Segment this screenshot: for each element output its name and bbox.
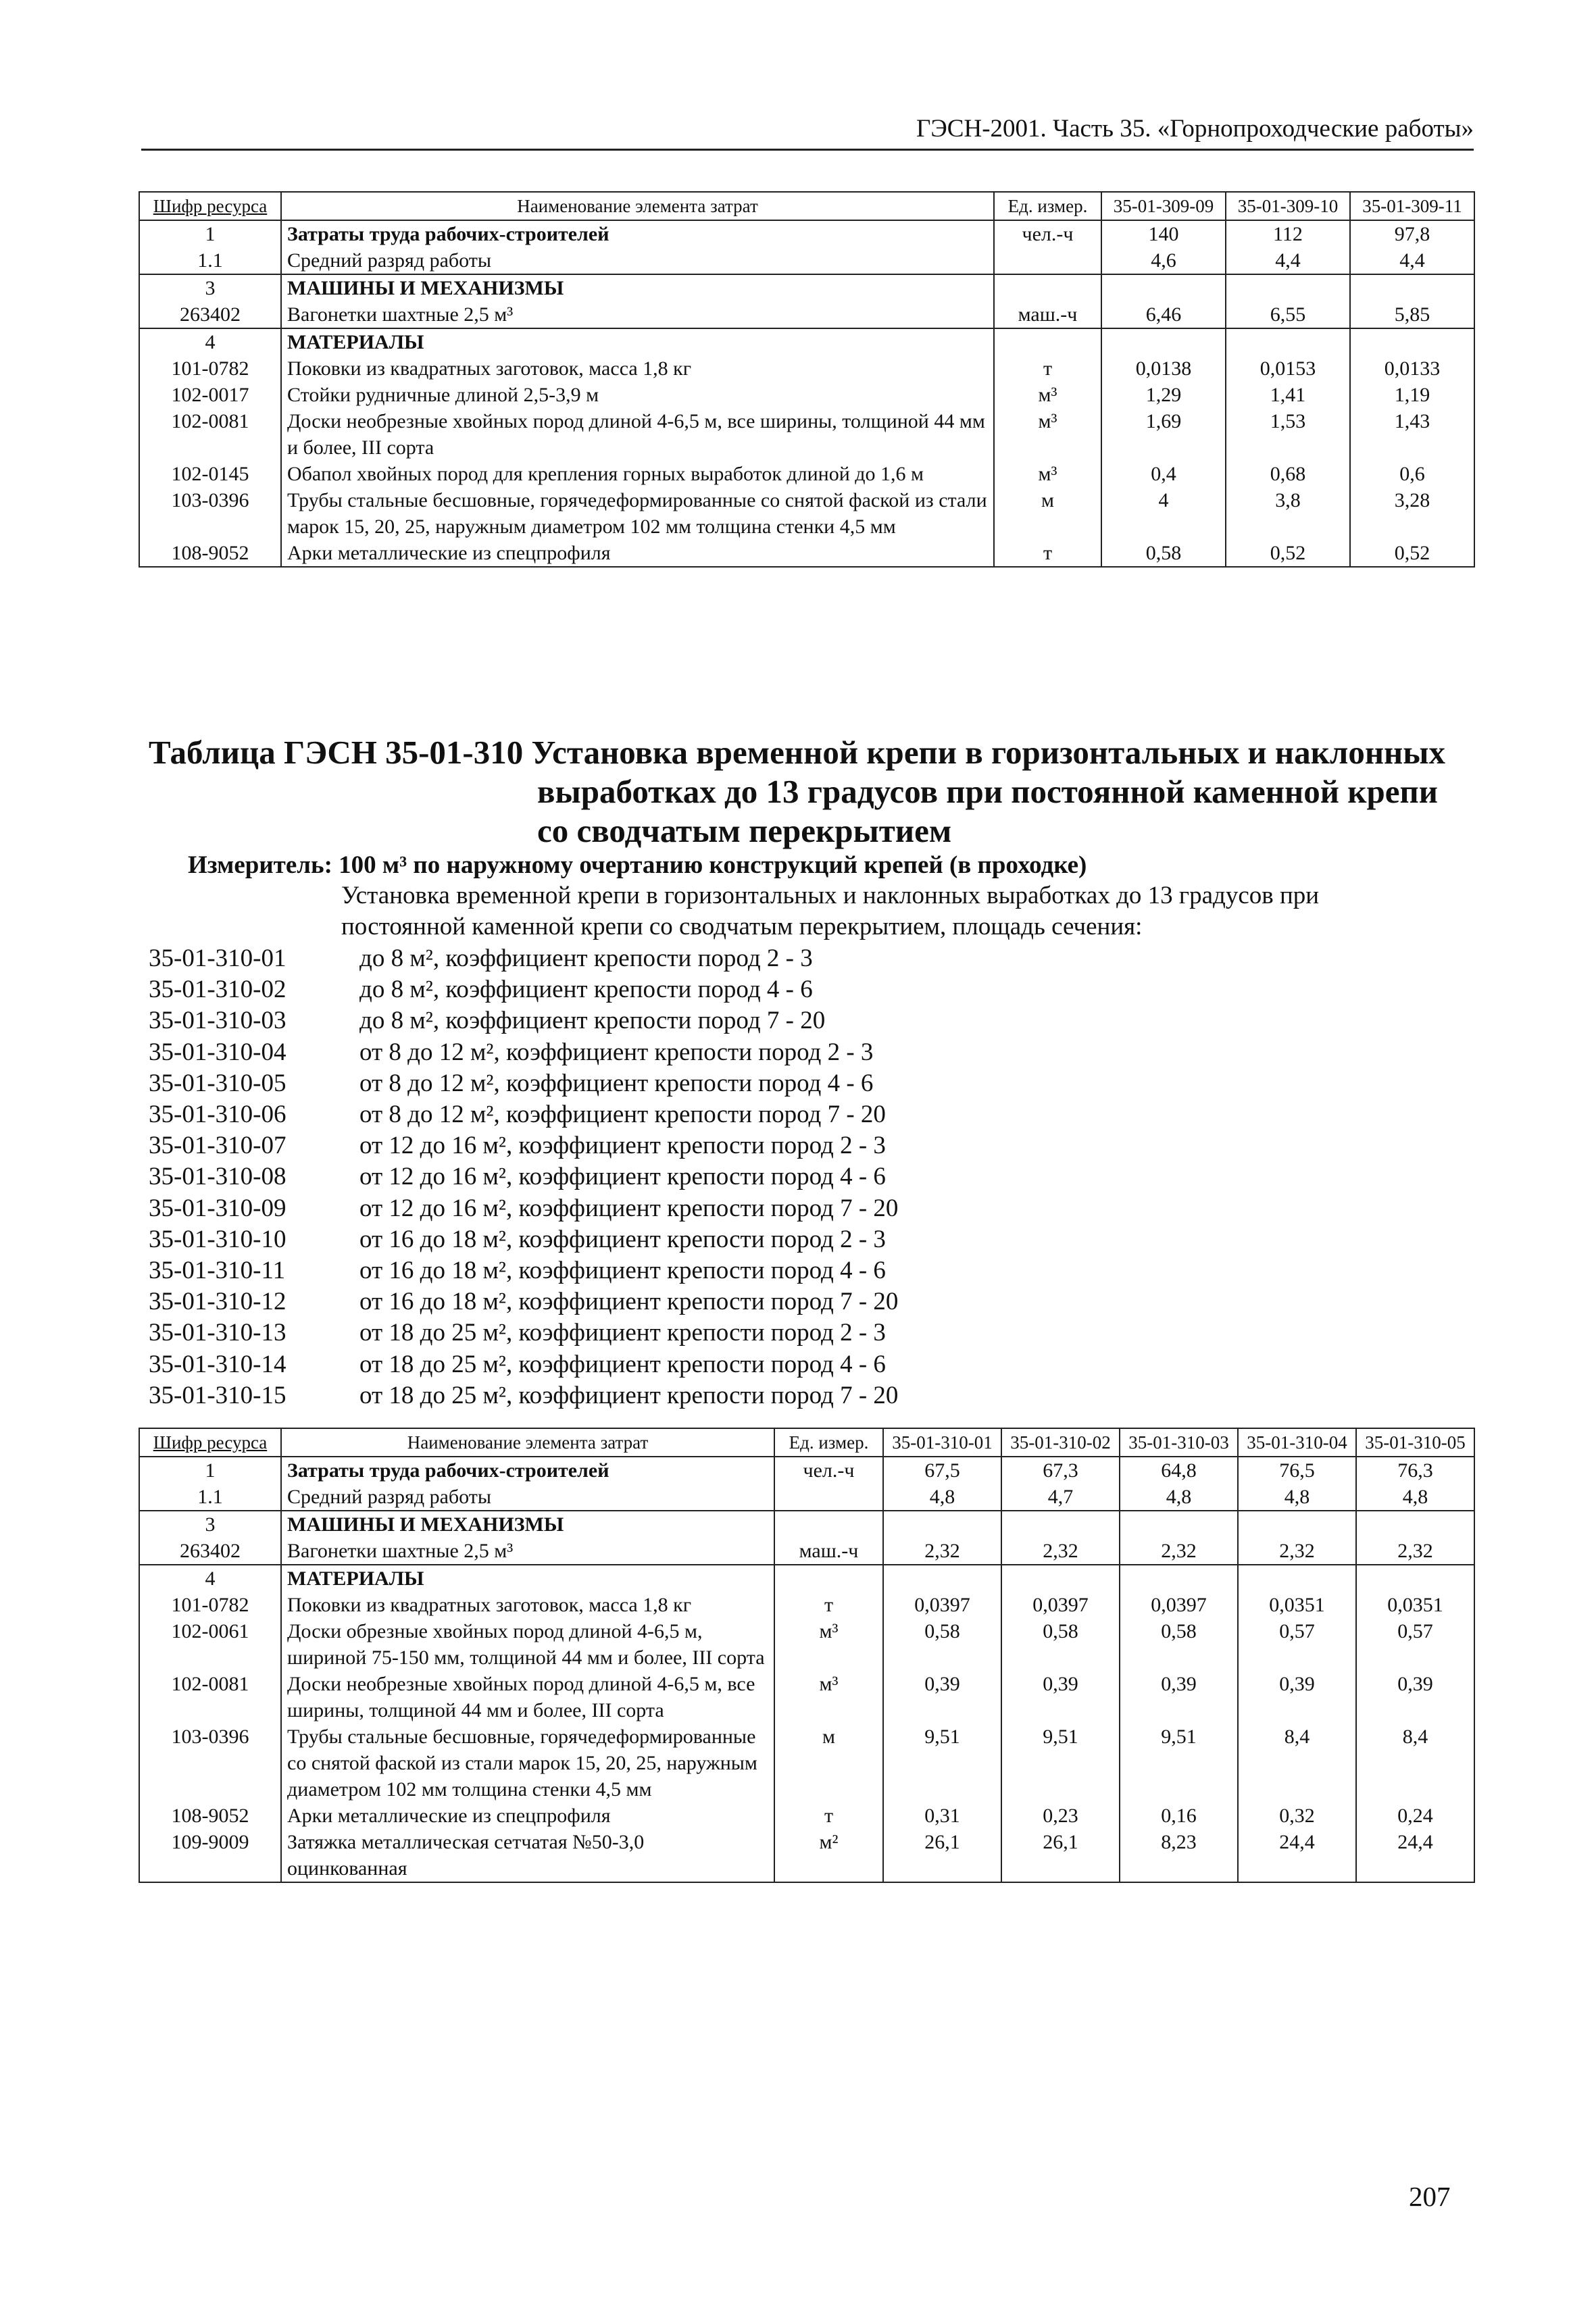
resource-value: 1,53 <box>1226 408 1350 461</box>
resource-code: 102-0081 <box>139 1671 281 1724</box>
table-row <box>139 461 1474 487</box>
table-row <box>139 1671 1474 1724</box>
resource-unit: т <box>774 1592 883 1618</box>
variant-item <box>149 1068 898 1099</box>
resource-value: 0,24 <box>1356 1803 1474 1829</box>
resource-unit: т <box>774 1803 883 1829</box>
resource-code: 4 <box>139 1565 281 1592</box>
resource-code: 263402 <box>139 301 281 328</box>
resource-value <box>1101 328 1226 355</box>
header-code: Шифр ресурса <box>139 192 281 220</box>
table-row <box>139 1511 1474 1538</box>
resource-value <box>1238 1565 1356 1592</box>
resource-code: 102-0081 <box>139 408 281 461</box>
variant-code: 35-01-310-04 <box>149 1038 286 1066</box>
resource-name: Трубы стальные бесшовные, горячедеформированные со снятой фаской из стали марок 15, 20, 25, наружным диаметром 102 мм толщина стенки 4,5 мм <box>281 1724 774 1803</box>
resource-code: 101-0782 <box>139 355 281 382</box>
header-col: 35-01-310-03 <box>1120 1428 1238 1457</box>
resource-value: 3,28 <box>1350 487 1474 540</box>
table-row <box>139 301 1474 328</box>
resource-code: 1.1 <box>139 247 281 274</box>
resource-name: Арки металлические из спецпрофиля <box>281 1803 774 1829</box>
resource-table-309 <box>139 191 1475 568</box>
variant-text: от 8 до 12 м², коэффициент крепости пород 7 - 20 <box>359 1101 886 1129</box>
header-unit: Ед. измер. <box>994 192 1101 220</box>
variant-code: 35-01-310-11 <box>149 1257 286 1285</box>
resource-name: Затяжка металлическая сетчатая №50-3,0 оцинкованная <box>281 1829 774 1882</box>
variant-text: от 16 до 18 м², коэффициент крепости пород 4 - 6 <box>359 1257 886 1285</box>
resource-value: 0,68 <box>1226 461 1350 487</box>
resource-code: 1.1 <box>139 1484 281 1511</box>
resource-value: 2,32 <box>883 1538 1001 1565</box>
header-col: 35-01-310-05 <box>1356 1428 1474 1457</box>
resource-name: Трубы стальные бесшовные, горячедеформированные со снятой фаской из стали марок 15, 20, 25, наружным диаметром 102 мм толщина стенки 4,5 мм <box>281 487 994 540</box>
running-header: ГЭСН-2001. Часть 35. «Горнопроходческие работы» <box>141 114 1474 151</box>
table-row <box>139 1538 1474 1565</box>
resource-code: 108-9052 <box>139 540 281 567</box>
resource-unit: м³ <box>994 461 1101 487</box>
resource-name: МАТЕРИАЛЫ <box>281 1565 774 1592</box>
resource-value: 1,41 <box>1226 382 1350 408</box>
resource-value: 9,51 <box>883 1724 1001 1803</box>
variant-item <box>149 1005 898 1036</box>
resource-value: 0,6 <box>1350 461 1474 487</box>
variant-code: 35-01-310-12 <box>149 1288 286 1316</box>
resource-name: Средний разряд работы <box>281 1484 774 1511</box>
resource-name: Доски обрезные хвойных пород длиной 4-6,5 м, шириной 75-150 мм, толщиной 44 мм и более, III сорта <box>281 1618 774 1671</box>
variant-item <box>149 1380 898 1411</box>
variant-code: 35-01-310-14 <box>149 1350 286 1378</box>
table-row <box>139 1803 1474 1829</box>
variant-item <box>149 1037 898 1068</box>
resource-value: 140 <box>1101 220 1226 247</box>
resource-unit: м² <box>774 1829 883 1882</box>
table-row <box>139 328 1474 355</box>
header-name: Наименование элемента затрат <box>281 192 994 220</box>
header-code: Шифр ресурса <box>139 1428 281 1457</box>
resource-value: 0,58 <box>883 1618 1001 1671</box>
resource-unit <box>994 274 1101 301</box>
resource-code: 4 <box>139 328 281 355</box>
resource-value <box>1226 328 1350 355</box>
resource-unit: м <box>774 1724 883 1803</box>
variant-text: от 18 до 25 м², коэффициент крепости пород 7 - 20 <box>359 1381 899 1409</box>
resource-unit <box>994 247 1101 274</box>
resource-value: 64,8 <box>1120 1457 1238 1484</box>
title-line: Таблица ГЭСН 35-01-310 Установка временной крепи в горизонтальных и наклонных <box>149 734 1446 771</box>
resource-value <box>1350 274 1474 301</box>
resource-value: 2,32 <box>1001 1538 1120 1565</box>
resource-code: 102-0061 <box>139 1618 281 1671</box>
resource-name: Затраты труда рабочих-строителей <box>281 220 994 247</box>
resource-value: 4,8 <box>1238 1484 1356 1511</box>
variant-item <box>149 1161 898 1192</box>
resource-unit: м³ <box>994 408 1101 461</box>
resource-value: 8,4 <box>1238 1724 1356 1803</box>
resource-code: 108-9052 <box>139 1803 281 1829</box>
variant-text: от 18 до 25 м², коэффициент крепости пород 2 - 3 <box>359 1319 886 1347</box>
resource-value <box>1001 1511 1120 1538</box>
resource-value: 4,7 <box>1001 1484 1120 1511</box>
resource-value: 26,1 <box>883 1829 1001 1882</box>
resource-name: МАШИНЫ И МЕХАНИЗМЫ <box>281 274 994 301</box>
resource-value: 112 <box>1226 220 1350 247</box>
resource-code: 109-9009 <box>139 1829 281 1882</box>
resource-code: 103-0396 <box>139 1724 281 1803</box>
resource-value: 24,4 <box>1238 1829 1356 1882</box>
resource-name: Поковки из квадратных заготовок, масса 1,8 кг <box>281 1592 774 1618</box>
table-row <box>139 355 1474 382</box>
header-col: 35-01-310-04 <box>1238 1428 1356 1457</box>
header-col: 35-01-309-11 <box>1350 192 1474 220</box>
resource-value <box>1350 328 1474 355</box>
resource-value: 0,32 <box>1238 1803 1356 1829</box>
variant-code: 35-01-310-02 <box>149 976 286 1004</box>
table-row <box>139 1484 1474 1511</box>
variant-code: 35-01-310-05 <box>149 1069 286 1097</box>
resource-unit: м³ <box>774 1671 883 1724</box>
table-header-row <box>139 192 1474 220</box>
resource-value <box>1356 1511 1474 1538</box>
resource-value: 0,39 <box>1120 1671 1238 1724</box>
variant-text: от 16 до 18 м², коэффициент крепости пород 2 - 3 <box>359 1225 886 1253</box>
resource-unit: м³ <box>774 1618 883 1671</box>
resource-value: 1,19 <box>1350 382 1474 408</box>
resource-value: 0,0351 <box>1356 1592 1474 1618</box>
resource-name: Затраты труда рабочих-строителей <box>281 1457 774 1484</box>
resource-unit: маш.-ч <box>774 1538 883 1565</box>
table-row <box>139 1565 1474 1592</box>
variant-text: до 8 м², коэффициент крепости пород 4 - 6 <box>359 976 813 1004</box>
resource-value: 76,5 <box>1238 1457 1356 1484</box>
resource-value <box>1238 1511 1356 1538</box>
variant-text: от 12 до 16 м², коэффициент крепости пород 2 - 3 <box>359 1132 886 1160</box>
resource-unit: м <box>994 487 1101 540</box>
resource-value: 26,1 <box>1001 1829 1120 1882</box>
resource-value <box>883 1511 1001 1538</box>
variant-code: 35-01-310-10 <box>149 1225 286 1253</box>
resource-unit: т <box>994 355 1101 382</box>
resource-value: 0,39 <box>1001 1671 1120 1724</box>
resource-code: 102-0017 <box>139 382 281 408</box>
resource-value: 0,58 <box>1120 1618 1238 1671</box>
resource-code: 102-0145 <box>139 461 281 487</box>
resource-value <box>1101 274 1226 301</box>
resource-name: Доски необрезные хвойных пород длиной 4-6,5 м, все ширины, толщиной 44 мм и более, III сорта <box>281 1671 774 1724</box>
resource-value: 76,3 <box>1356 1457 1474 1484</box>
resource-unit <box>774 1484 883 1511</box>
page-number: 207 <box>1409 2181 1451 2212</box>
resource-value: 4,4 <box>1226 247 1350 274</box>
resource-value: 0,52 <box>1350 540 1474 567</box>
variant-text: от 12 до 16 м², коэффициент крепости пород 7 - 20 <box>359 1194 899 1222</box>
table-row <box>139 274 1474 301</box>
table-row <box>139 408 1474 461</box>
table-row <box>139 1724 1474 1803</box>
resource-value: 0,57 <box>1238 1618 1356 1671</box>
table-row <box>139 247 1474 274</box>
resource-value: 0,58 <box>1001 1618 1120 1671</box>
table-row <box>139 1457 1474 1484</box>
resource-unit: чел.-ч <box>994 220 1101 247</box>
variant-item <box>149 1349 898 1380</box>
variant-text: от 8 до 12 м², коэффициент крепости пород 2 - 3 <box>359 1038 874 1066</box>
resource-value: 8,4 <box>1356 1724 1474 1803</box>
variant-text: до 8 м², коэффициент крепости пород 7 - 20 <box>359 1007 826 1035</box>
resource-unit <box>774 1565 883 1592</box>
resource-value: 0,16 <box>1120 1803 1238 1829</box>
resource-unit <box>994 328 1101 355</box>
resource-value: 97,8 <box>1350 220 1474 247</box>
header-name: Наименование элемента затрат <box>281 1428 774 1457</box>
resource-name: МАТЕРИАЛЫ <box>281 328 994 355</box>
variant-code: 35-01-310-01 <box>149 945 286 972</box>
variant-code: 35-01-310-13 <box>149 1319 286 1347</box>
resource-value: 24,4 <box>1356 1829 1474 1882</box>
resource-value: 67,3 <box>1001 1457 1120 1484</box>
table-row <box>139 1618 1474 1671</box>
resource-name: МАШИНЫ И МЕХАНИЗМЫ <box>281 1511 774 1538</box>
resource-value: 0,39 <box>1356 1671 1474 1724</box>
resource-unit: т <box>994 540 1101 567</box>
resource-value <box>1001 1565 1120 1592</box>
variant-item <box>149 1286 898 1317</box>
table-header-row <box>139 1428 1474 1457</box>
resource-value: 2,32 <box>1120 1538 1238 1565</box>
resource-value: 2,32 <box>1238 1538 1356 1565</box>
resource-value: 9,51 <box>1001 1724 1120 1803</box>
variant-code: 35-01-310-07 <box>149 1132 286 1160</box>
resource-value: 5,85 <box>1350 301 1474 328</box>
resource-unit: м³ <box>994 382 1101 408</box>
resource-value: 0,57 <box>1356 1618 1474 1671</box>
variant-text: от 12 до 16 м², коэффициент крепости пород 4 - 6 <box>359 1163 886 1191</box>
resource-value: 4,6 <box>1101 247 1226 274</box>
resource-value: 0,52 <box>1226 540 1350 567</box>
resource-name: Обапол хвойных пород для крепления горных выработок длиной до 1,6 м <box>281 461 994 487</box>
variant-text: до 8 м², коэффициент крепости пород 2 - 3 <box>359 945 813 972</box>
resource-value: 0,0153 <box>1226 355 1350 382</box>
variant-item <box>149 943 898 974</box>
resource-value: 0,4 <box>1101 461 1226 487</box>
variant-code: 35-01-310-03 <box>149 1007 286 1035</box>
resource-value <box>1120 1511 1238 1538</box>
resource-value <box>1356 1565 1474 1592</box>
variant-code: 35-01-310-15 <box>149 1381 286 1409</box>
resource-value: 8,23 <box>1120 1829 1238 1882</box>
header-col: 35-01-310-02 <box>1001 1428 1120 1457</box>
header-unit: Ед. измер. <box>774 1428 883 1457</box>
resource-table-310 <box>139 1428 1475 1883</box>
variant-text: от 8 до 12 м², коэффициент крепости пород 4 - 6 <box>359 1069 874 1097</box>
resource-unit: чел.-ч <box>774 1457 883 1484</box>
variant-list <box>149 943 898 1411</box>
resource-value: 0,23 <box>1001 1803 1120 1829</box>
table-row <box>139 220 1474 247</box>
variant-item <box>149 1099 898 1130</box>
resource-value: 0,0397 <box>1001 1592 1120 1618</box>
resource-value: 0,58 <box>1101 540 1226 567</box>
resource-name: Вагонетки шахтные 2,5 м³ <box>281 301 994 328</box>
resource-value: 4,8 <box>1356 1484 1474 1511</box>
resource-name: Средний разряд работы <box>281 247 994 274</box>
resource-value: 0,39 <box>1238 1671 1356 1724</box>
resource-value: 0,39 <box>883 1671 1001 1724</box>
resource-name: Доски необрезные хвойных пород длиной 4-6,5 м, все ширины, толщиной 44 мм и более, III сорта <box>281 408 994 461</box>
resource-value: 1,43 <box>1350 408 1474 461</box>
resource-value: 4,8 <box>1120 1484 1238 1511</box>
resource-value: 1,69 <box>1101 408 1226 461</box>
resource-value: 0,0397 <box>883 1592 1001 1618</box>
resource-name: Арки металлические из спецпрофиля <box>281 540 994 567</box>
resource-value: 6,55 <box>1226 301 1350 328</box>
resource-value <box>883 1565 1001 1592</box>
resource-value: 2,32 <box>1356 1538 1474 1565</box>
resource-value: 9,51 <box>1120 1724 1238 1803</box>
header-col: 35-01-309-10 <box>1226 192 1350 220</box>
intro-text: Установка временной крепи в горизонтальных и наклонных выработках до 13 градусов при постоянной каменной крепи со сводчатым перекрытием, площадь сечения: <box>341 882 1320 940</box>
resource-name: Поковки из квадратных заготовок, масса 1,8 кг <box>281 355 994 382</box>
resource-code: 1 <box>139 220 281 247</box>
resource-value <box>1226 274 1350 301</box>
variant-item <box>149 974 898 1005</box>
measure-unit: Измеритель: 100 м³ по наружному очертанию конструкций крепей (в проходке) <box>188 851 1087 879</box>
variant-code: 35-01-310-06 <box>149 1101 286 1129</box>
resource-value: 0,0397 <box>1120 1592 1238 1618</box>
resource-name: Вагонетки шахтные 2,5 м³ <box>281 1538 774 1565</box>
resource-code: 3 <box>139 274 281 301</box>
resource-code: 3 <box>139 1511 281 1538</box>
resource-code: 263402 <box>139 1538 281 1565</box>
resource-value: 4,4 <box>1350 247 1474 274</box>
table-row <box>139 487 1474 540</box>
resource-value: 3,8 <box>1226 487 1350 540</box>
table-row <box>139 382 1474 408</box>
table-row <box>139 540 1474 567</box>
resource-value: 0,31 <box>883 1803 1001 1829</box>
table-title <box>149 733 1473 851</box>
table-row <box>139 1592 1474 1618</box>
header-col: 35-01-310-01 <box>883 1428 1001 1457</box>
resource-name: Стойки рудничные длиной 2,5-3,9 м <box>281 382 994 408</box>
variant-code: 35-01-310-08 <box>149 1163 286 1191</box>
title-line: выработках до 13 градусов при постоянной каменной крепи <box>537 773 1438 810</box>
variant-item <box>149 1255 898 1286</box>
resource-value <box>1120 1565 1238 1592</box>
resource-unit: маш.-ч <box>994 301 1101 328</box>
resource-value: 67,5 <box>883 1457 1001 1484</box>
variant-code: 35-01-310-09 <box>149 1194 286 1222</box>
variant-text: от 16 до 18 м², коэффициент крепости пород 7 - 20 <box>359 1288 899 1316</box>
resource-value: 0,0138 <box>1101 355 1226 382</box>
resource-code: 1 <box>139 1457 281 1484</box>
variant-item <box>149 1193 898 1224</box>
header-col: 35-01-309-09 <box>1101 192 1226 220</box>
resource-value: 6,46 <box>1101 301 1226 328</box>
variant-item <box>149 1130 898 1161</box>
resource-unit <box>774 1511 883 1538</box>
resource-value: 4,8 <box>883 1484 1001 1511</box>
variant-text: от 18 до 25 м², коэффициент крепости пород 4 - 6 <box>359 1350 886 1378</box>
resource-value: 1,29 <box>1101 382 1226 408</box>
resource-code: 103-0396 <box>139 487 281 540</box>
resource-value: 0,0133 <box>1350 355 1474 382</box>
title-line: со сводчатым перекрытием <box>537 812 952 849</box>
resource-value: 0,0351 <box>1238 1592 1356 1618</box>
resource-value: 4 <box>1101 487 1226 540</box>
variant-item <box>149 1317 898 1349</box>
resource-code: 101-0782 <box>139 1592 281 1618</box>
table-row <box>139 1829 1474 1882</box>
variant-item <box>149 1224 898 1255</box>
